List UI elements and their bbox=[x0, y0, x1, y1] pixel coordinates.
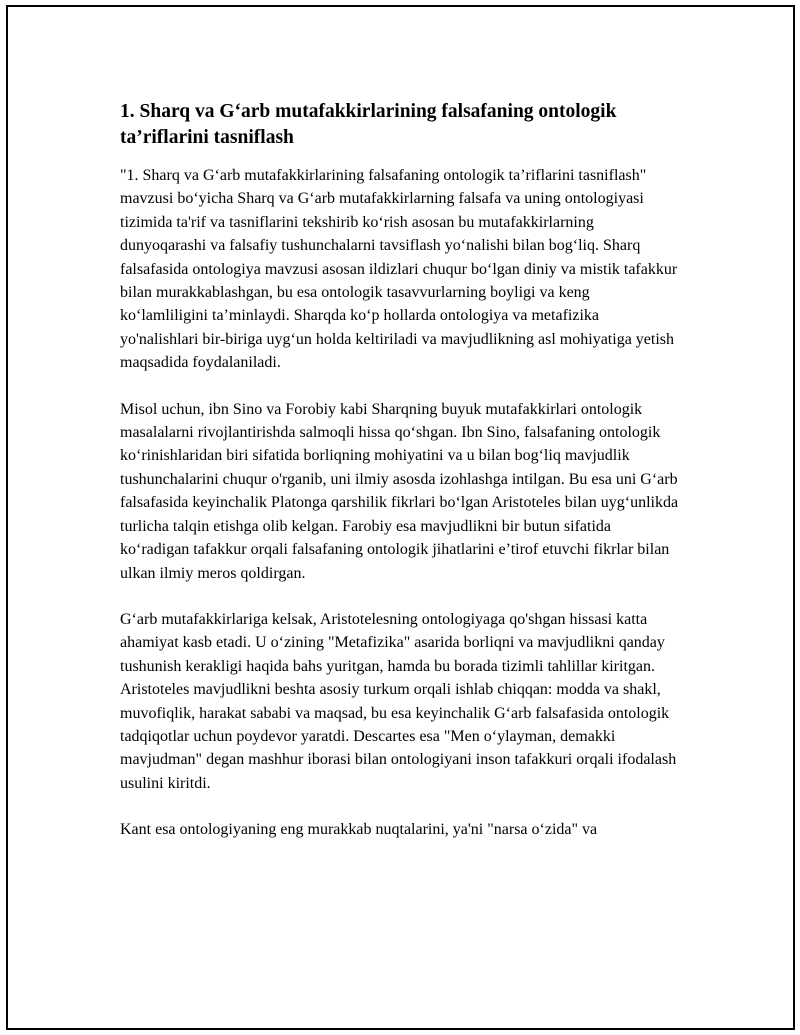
document-body bbox=[120, 99, 680, 865]
paragraph-kant: Kant esa ontologiyaning eng murakkab nuqtalarini, ya'ni "narsa o‘zida" va bbox=[120, 821, 598, 839]
page-frame bbox=[6, 5, 795, 1030]
paragraph-intro: "1. Sharq va G‘arb mutafakkirlarining falsafaning ontologik ta’riflarini tasniflash" mavzusi bo‘yicha Sharq va G‘arb mutafakkirlarning falsafa va uning ontologiyasi tizimida ta'rif va tasniflarini tekshirib ko‘rish asosan bu mutafakkirlarning dunyoqarashi va falsafiy tushunchalarni tavsiflash yo‘nalishi bilan bog‘liq. Sharq falsafasida ontologiya mavzusi asosan ildizlari chuqur bo‘lgan diniy va mistik tafakkur bilan murakkablashgan, bu esa ontologik tasavvurlarning boyligi va keng ko‘lamliligini ta’minlaydi. Sharqda ko‘p hollarda ontologiya va metafizika yo'nalishlari bir-biriga uyg‘un holda keltiriladi va mavjudlikning asl mohiyatiga yetish maqsadida foydalaniladi. bbox=[120, 167, 678, 372]
document-heading: 1. Sharq va G‘arb mutafakkirlarining falsafaning ontologik ta’riflarini tasniflash bbox=[120, 101, 617, 148]
paragraph-western-thinkers: G‘arb mutafakkirlariga kelsak, Aristotelesning ontologiyaga qo'shgan hissasi katta ahamiyat kasb etadi. U o‘zining "Metafizika" asarida borliqni va mavjudlikni qanday tushunish kerakligi haqida bahs yuritgan, hamda bu borada tizimli tahlillar kiritgan. Aristoteles mavjudlikni beshta asosiy turkum orqali ishlab chiqqan: modda va shakl, muvofiqlik, harakat sababi va maqsad, bu esa keyinchalik G‘arb falsafasida ontologik tadqiqotlar uchun poydevor yaratdi. Descartes esa "Men o‘ylayman, demakki mavjudman" degan mashhur iborasi bilan ontologiyani inson tafakkuri orqali ifodalash usulini kiritdi. bbox=[120, 610, 677, 792]
paragraph-eastern-thinkers: Misol uchun, ibn Sino va Forobiy kabi Sharqning buyuk mutafakkirlari ontologik masalalarni rivojlantirishda salmoqli hissa qo‘shgan. Ibn Sino, falsafaning ontologik ko‘rinishlaridan biri sifatida borliqning mohiyatini va u bilan bog‘liq mavjudlik tushunchalarini chuqur o'rganib, uni ilmiy asosda izohlashga intilgan. Bu esa uni G‘arb falsafasida keyinchalik Platonga qarshilik fikrlari bo‘lgan Aristoteles bilan uyg‘unlikda turlicha talqin etishga olib kelgan. Farobiy esa mavjudlikni bir butun sifatida ko‘radigan tafakkur orqali falsafaning ontologik jihatlarini e’tirof etuvchi fikrlar bilan ulkan ilmiy meros qoldirgan. bbox=[120, 400, 679, 582]
